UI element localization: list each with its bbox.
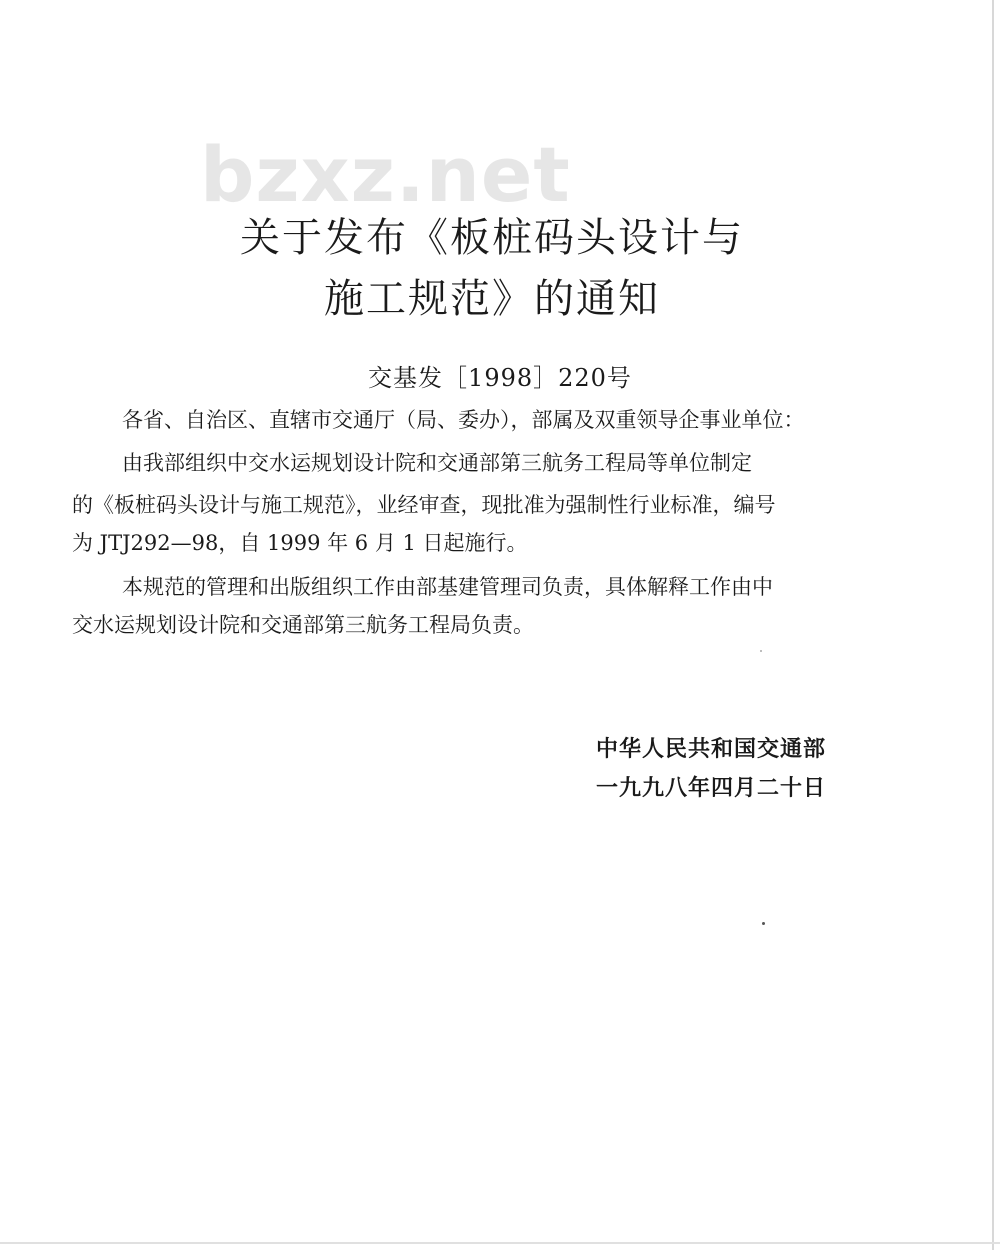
paragraph-1-line-2: 的《板桩码头设计与施工规范》，业经审查，现批准为强制性行业标准，编号 bbox=[72, 493, 776, 517]
paragraph-2-line-1: 本规范的管理和出版组织工作由部基建管理司负责，具体解释工作由中 bbox=[122, 575, 773, 599]
paragraph-1-line-3: 为 JTJ292—98，自 1999 年 6 月 1 日起施行。 bbox=[72, 531, 528, 555]
signature-date: 一九九八年四月二十日 bbox=[596, 776, 827, 801]
document-number: 交基发［1998］220号 bbox=[368, 364, 632, 392]
notice-title-line-1: 关于发布《板桩码头设计与 bbox=[240, 215, 744, 261]
watermark: bzxz.net bbox=[200, 130, 571, 219]
paragraph-1-line-1: 由我部组织中交水运规划设计院和交通部第三航务工程局等单位制定 bbox=[122, 451, 752, 475]
scan-speck bbox=[762, 922, 765, 925]
notice-title-line-2: 施工规范》的通知 bbox=[324, 276, 660, 322]
page-edge-bottom bbox=[0, 1242, 1000, 1244]
paragraph-2-line-2: 交水运规划设计院和交通部第三航务工程局负责。 bbox=[72, 613, 534, 637]
page-edge-right bbox=[992, 0, 994, 1250]
addressee-line: 各省、自治区、直辖市交通厅（局、委办），部属及双重领导企事业单位： bbox=[122, 408, 805, 432]
scan-speck bbox=[760, 650, 762, 652]
signature-organization: 中华人民共和国交通部 bbox=[596, 737, 827, 762]
